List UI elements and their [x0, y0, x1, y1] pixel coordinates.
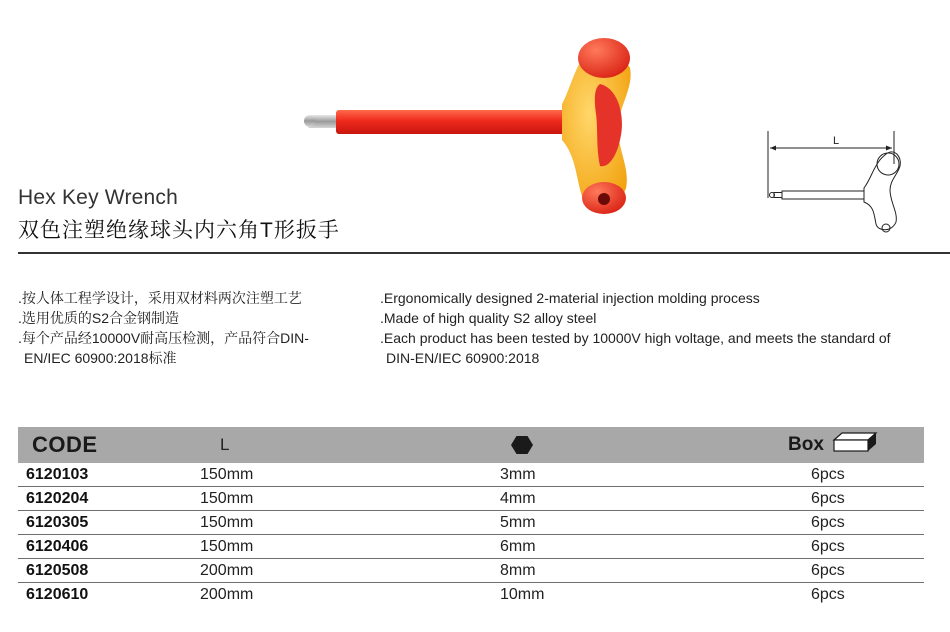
- header-length: L: [220, 435, 230, 454]
- cell-hex: 3mm: [500, 465, 536, 483]
- cell-hex: 10mm: [500, 585, 545, 603]
- table-row: [18, 511, 924, 535]
- cell-box: 6pcs: [811, 585, 845, 603]
- feature-cn-item: .每个产品经10000V耐高压检测，产品符合DIN-: [18, 330, 309, 346]
- cell-length: 150mm: [200, 537, 254, 555]
- feature-cn-item: .按人体工程学设计，采用双材料两次注塑工艺: [18, 290, 302, 306]
- feature-cn-item: .选用优质的S2合金钢制造: [18, 310, 180, 326]
- hexagon-icon: [511, 427, 533, 463]
- cell-length: 200mm: [200, 585, 254, 603]
- features-list-cn: [18, 288, 358, 368]
- table-row: [18, 463, 924, 487]
- feature-cn-item: EN/IEC 60900:2018标准: [24, 350, 177, 366]
- table-row: [18, 535, 924, 559]
- header-box-label: Box: [788, 434, 824, 455]
- product-title-en: Hex Key Wrench: [18, 186, 178, 209]
- cell-code: 6120508: [26, 561, 89, 579]
- cell-length: 150mm: [200, 465, 254, 483]
- cell-code: 6120406: [26, 537, 89, 555]
- table-row: [18, 559, 924, 583]
- cell-hex: 5mm: [500, 513, 536, 531]
- cell-code: 6120204: [26, 489, 89, 507]
- cell-hex: 8mm: [500, 561, 536, 579]
- feature-en-item: .Made of high quality S2 alloy steel: [380, 310, 597, 326]
- features-list-en: [380, 288, 950, 368]
- feature-en-item: .Ergonomically designed 2-material injection molding process: [380, 290, 760, 306]
- dimension-label-l: L: [833, 135, 840, 147]
- header-box: [788, 427, 878, 463]
- spec-table: [18, 427, 924, 606]
- cell-code: 6120103: [26, 465, 89, 483]
- box-icon: [832, 431, 878, 459]
- cell-length: 150mm: [200, 489, 254, 507]
- cell-length: 200mm: [200, 561, 254, 579]
- cell-box: 6pcs: [811, 561, 845, 579]
- cell-box: 6pcs: [811, 489, 845, 507]
- product-image: [300, 28, 650, 218]
- cell-box: 6pcs: [811, 537, 845, 555]
- cell-box: 6pcs: [811, 465, 845, 483]
- cell-length: 150mm: [200, 513, 254, 531]
- cell-hex: 6mm: [500, 537, 536, 555]
- cell-box: 6pcs: [811, 513, 845, 531]
- header-code: CODE: [32, 432, 98, 457]
- table-row: [18, 583, 924, 606]
- table-header: [18, 427, 924, 463]
- header-divider: [18, 252, 950, 254]
- table-row: [18, 487, 924, 511]
- product-title-cn: 双色注塑绝缘球头内六角T形扳手: [18, 219, 340, 242]
- feature-en-item: DIN-EN/IEC 60900:2018: [386, 350, 540, 366]
- dimension-drawing: [762, 128, 912, 244]
- cell-code: 6120610: [26, 585, 89, 603]
- cell-code: 6120305: [26, 513, 89, 531]
- feature-en-item: .Each product has been tested by 10000V high voltage, and meets the standard of: [380, 330, 891, 346]
- cell-hex: 4mm: [500, 489, 536, 507]
